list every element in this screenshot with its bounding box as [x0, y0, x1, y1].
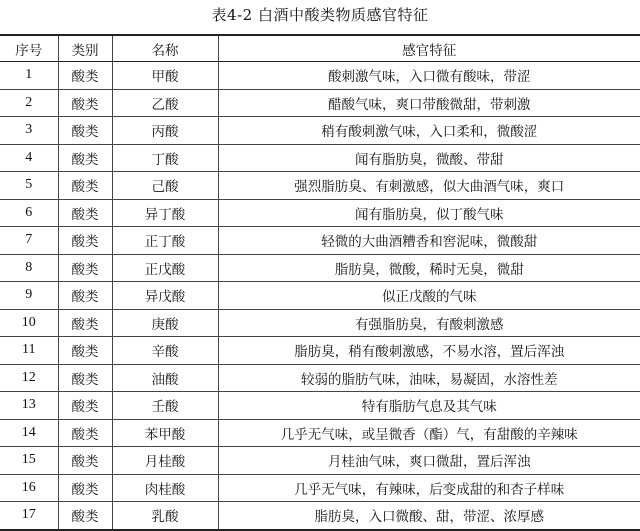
cell-no: 7	[0, 227, 58, 255]
cell-category: 酸类	[58, 282, 112, 310]
cell-name: 甲酸	[112, 62, 218, 90]
table-row	[0, 309, 640, 337]
table-row	[0, 117, 640, 145]
cell-name: 正丁酸	[112, 227, 218, 255]
cell-description: 有强脂肪臭，有酸刺激感	[218, 309, 640, 337]
cell-no: 9	[0, 282, 58, 310]
table-row	[0, 364, 640, 392]
header-description: 感官特征	[218, 35, 640, 62]
cell-no: 4	[0, 144, 58, 172]
cell-category: 酸类	[58, 62, 112, 90]
cell-name: 苯甲酸	[112, 419, 218, 447]
cell-category: 酸类	[58, 172, 112, 200]
table-row	[0, 227, 640, 255]
header-category: 类别	[58, 35, 112, 62]
cell-category: 酸类	[58, 227, 112, 255]
cell-no: 11	[0, 337, 58, 365]
cell-category: 酸类	[58, 199, 112, 227]
cell-description: 酸刺激气味，入口微有酸味，带涩	[218, 62, 640, 90]
cell-description: 稍有酸刺激气味，入口柔和，微酸涩	[218, 117, 640, 145]
cell-category: 酸类	[58, 447, 112, 475]
header-no: 序号	[0, 35, 58, 62]
cell-description: 月桂油气味，爽口微甜，置后浑浊	[218, 447, 640, 475]
cell-name: 肉桂酸	[112, 474, 218, 502]
cell-category: 酸类	[58, 144, 112, 172]
cell-no: 2	[0, 89, 58, 117]
cell-category: 酸类	[58, 337, 112, 365]
table-row	[0, 172, 640, 200]
cell-description: 强烈脂肪臭、有刺激感，似大曲酒气味，爽口	[218, 172, 640, 200]
cell-category: 酸类	[58, 419, 112, 447]
header-name: 名称	[112, 35, 218, 62]
table-row	[0, 337, 640, 365]
table-row	[0, 392, 640, 420]
cell-no: 15	[0, 447, 58, 475]
cell-category: 酸类	[58, 392, 112, 420]
cell-name: 庚酸	[112, 309, 218, 337]
cell-name: 异戊酸	[112, 282, 218, 310]
cell-category: 酸类	[58, 89, 112, 117]
cell-name: 丙酸	[112, 117, 218, 145]
header-row	[0, 35, 640, 62]
table-row	[0, 282, 640, 310]
table-row	[0, 447, 640, 475]
sensory-table	[0, 34, 640, 531]
cell-no: 3	[0, 117, 58, 145]
cell-description: 脂肪臭，入口微酸、甜，带涩、浓厚感	[218, 502, 640, 530]
cell-name: 辛酸	[112, 337, 218, 365]
table-row	[0, 144, 640, 172]
cell-category: 酸类	[58, 364, 112, 392]
table-row	[0, 474, 640, 502]
cell-description: 似正戊酸的气味	[218, 282, 640, 310]
cell-category: 酸类	[58, 502, 112, 530]
cell-no: 12	[0, 364, 58, 392]
cell-name: 壬酸	[112, 392, 218, 420]
cell-description: 轻微的大曲酒糟香和窖泥味，微酸甜	[218, 227, 640, 255]
cell-description: 闻有脂肪臭，似丁酸气味	[218, 199, 640, 227]
table-row	[0, 254, 640, 282]
table-row	[0, 419, 640, 447]
table-title: 表4-2 白酒中酸类物质感官特征	[211, 6, 429, 24]
cell-no: 10	[0, 309, 58, 337]
cell-name: 正戊酸	[112, 254, 218, 282]
cell-description: 脂肪臭，稍有酸刺激感，不易水溶，置后浑浊	[218, 337, 640, 365]
table-row	[0, 89, 640, 117]
cell-description: 闻有脂肪臭，微酸、带甜	[218, 144, 640, 172]
cell-category: 酸类	[58, 117, 112, 145]
cell-name: 月桂酸	[112, 447, 218, 475]
cell-no: 16	[0, 474, 58, 502]
table-row	[0, 502, 640, 530]
cell-name: 丁酸	[112, 144, 218, 172]
cell-no: 8	[0, 254, 58, 282]
cell-no: 13	[0, 392, 58, 420]
cell-no: 5	[0, 172, 58, 200]
cell-name: 油酸	[112, 364, 218, 392]
cell-category: 酸类	[58, 474, 112, 502]
cell-description: 特有脂肪气息及其气味	[218, 392, 640, 420]
cell-no: 14	[0, 419, 58, 447]
cell-description: 脂肪臭，微酸，稀时无臭，微甜	[218, 254, 640, 282]
cell-description: 几乎无气味，有辣味，后变成甜的和杏子样味	[218, 474, 640, 502]
cell-no: 1	[0, 62, 58, 90]
cell-name: 乙酸	[112, 89, 218, 117]
cell-no: 17	[0, 502, 58, 530]
cell-description: 几乎无气味，或呈微香（酯）气，有甜酸的辛辣味	[218, 419, 640, 447]
cell-description: 较弱的脂肪气味，油味，易凝固，水溶性差	[218, 364, 640, 392]
table-row	[0, 62, 640, 90]
cell-name: 异丁酸	[112, 199, 218, 227]
cell-no: 6	[0, 199, 58, 227]
cell-name: 己酸	[112, 172, 218, 200]
cell-category: 酸类	[58, 254, 112, 282]
cell-description: 醋酸气味，爽口带酸微甜，带刺激	[218, 89, 640, 117]
cell-category: 酸类	[58, 309, 112, 337]
table-row	[0, 199, 640, 227]
table-body	[0, 62, 640, 530]
cell-name: 乳酸	[112, 502, 218, 530]
